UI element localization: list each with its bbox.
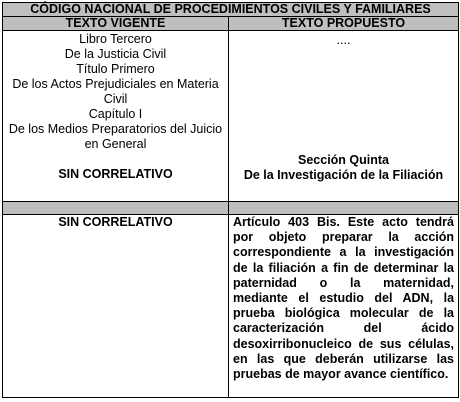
line-justicia: De la Justicia Civil: [64, 47, 167, 61]
line-civil: Civil: [103, 92, 128, 106]
current-text-cell: [3, 31, 229, 202]
line-titulo: Título Primero: [76, 62, 155, 76]
separator-right: [229, 202, 459, 215]
separator-left: [3, 202, 229, 215]
table-title: CÓDIGO NACIONAL DE PROCEDIMIENTOS CIVILES Y FAMILIARES: [3, 3, 459, 17]
column-header-proposed: TEXTO PROPUESTO: [229, 17, 459, 31]
section-subtitle: De la Investigación de la Filiación: [243, 168, 444, 182]
ellipsis-marker: ....: [336, 33, 351, 47]
column-header-current: TEXTO VIGENTE: [3, 17, 229, 31]
row2-proposed-cell: Artículo 403 Bis. Este acto tendrá por objeto preparar la acción correspondiente a la investigación de la filiación a fin de determinar la paternidad o la maternidad, mediante el estudio del ADN, la prueba biológica molecular de la caracterización del ácido desoxirribonucleico de sus células, en las que deberán utilizarse las pruebas de mayor avance científico.: [229, 215, 459, 398]
section-title: Sección Quinta: [298, 153, 389, 167]
line-libro: Libro Tercero: [79, 32, 152, 46]
line-general: en General: [84, 137, 147, 151]
line-actos: De los Actos Prejudiciales en Materia: [12, 77, 219, 91]
line-capitulo: Capítulo I: [88, 107, 143, 121]
row2-current-cell: SIN CORRELATIVO: [3, 215, 229, 398]
no-correlative-label: SIN CORRELATIVO: [58, 167, 173, 181]
proposed-text-cell: [229, 31, 459, 202]
line-medios: De los Medios Preparatorios del Juicio: [8, 122, 223, 136]
comparison-table: [2, 2, 459, 398]
